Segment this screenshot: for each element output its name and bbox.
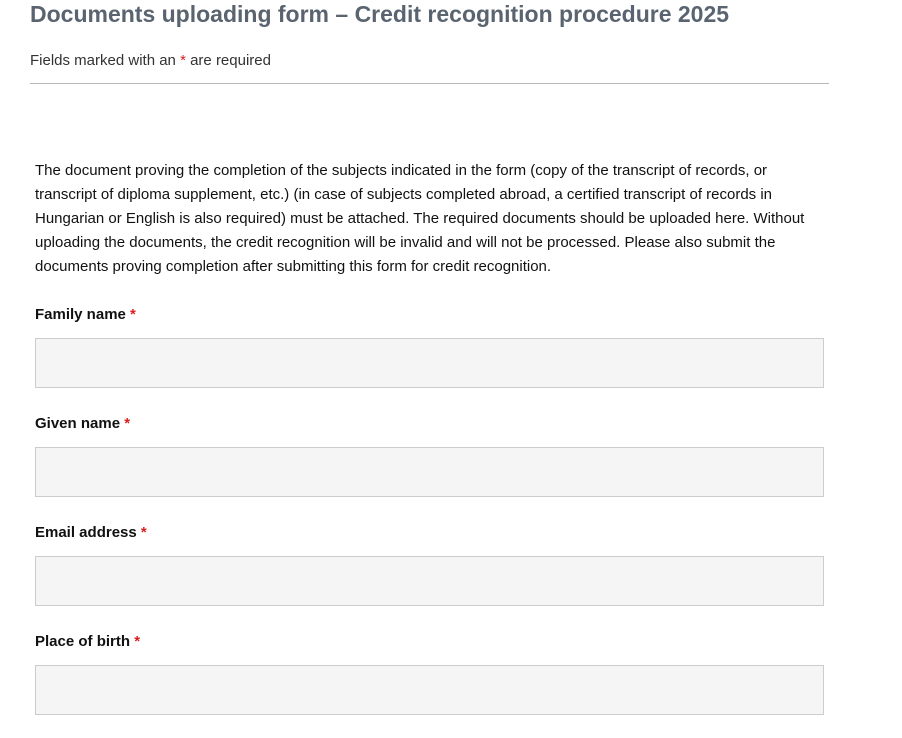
family-name-label-text: Family name [35, 306, 126, 323]
email-address-required-asterisk: * [140, 524, 147, 541]
page-title: Documents uploading form – Credit recognition procedure 2025 [30, 1, 730, 27]
required-note-text-after: are required [190, 52, 271, 69]
given-name-required-asterisk: * [124, 415, 131, 432]
place-of-birth-label [35, 632, 140, 652]
required-note-text-before: Fields marked with an [30, 52, 176, 69]
given-name-label-text: Given name [35, 415, 121, 432]
family-name-input[interactable] [35, 338, 824, 388]
header-divider [30, 83, 829, 84]
email-address-label [35, 523, 147, 543]
given-name-label [35, 414, 130, 434]
family-name-label [35, 305, 136, 325]
place-of-birth-required-asterisk: * [134, 633, 141, 650]
required-fields-note [30, 51, 271, 71]
email-address-input[interactable] [35, 556, 824, 606]
required-asterisk: * [180, 52, 186, 69]
email-address-label-text: Email address [35, 524, 137, 541]
family-name-required-asterisk: * [130, 306, 136, 323]
instructions-text: The document proving the completion of the subjects indicated in the form (copy of the transcript of records, or transcript of diploma supplement, etc.) (in case of subjects completed abroad, a certified transcript of records in Hungarian or English is also required) must be attached. The required documents should be uploaded here. Without uploading the documents, the credit recognition will be invalid and will not be processed. Please also submit the documents proving completion after submitting this form for credit recognition. [35, 162, 805, 275]
place-of-birth-input[interactable] [35, 665, 824, 715]
given-name-input[interactable] [35, 447, 824, 497]
place-of-birth-label-text: Place of birth [35, 633, 131, 650]
